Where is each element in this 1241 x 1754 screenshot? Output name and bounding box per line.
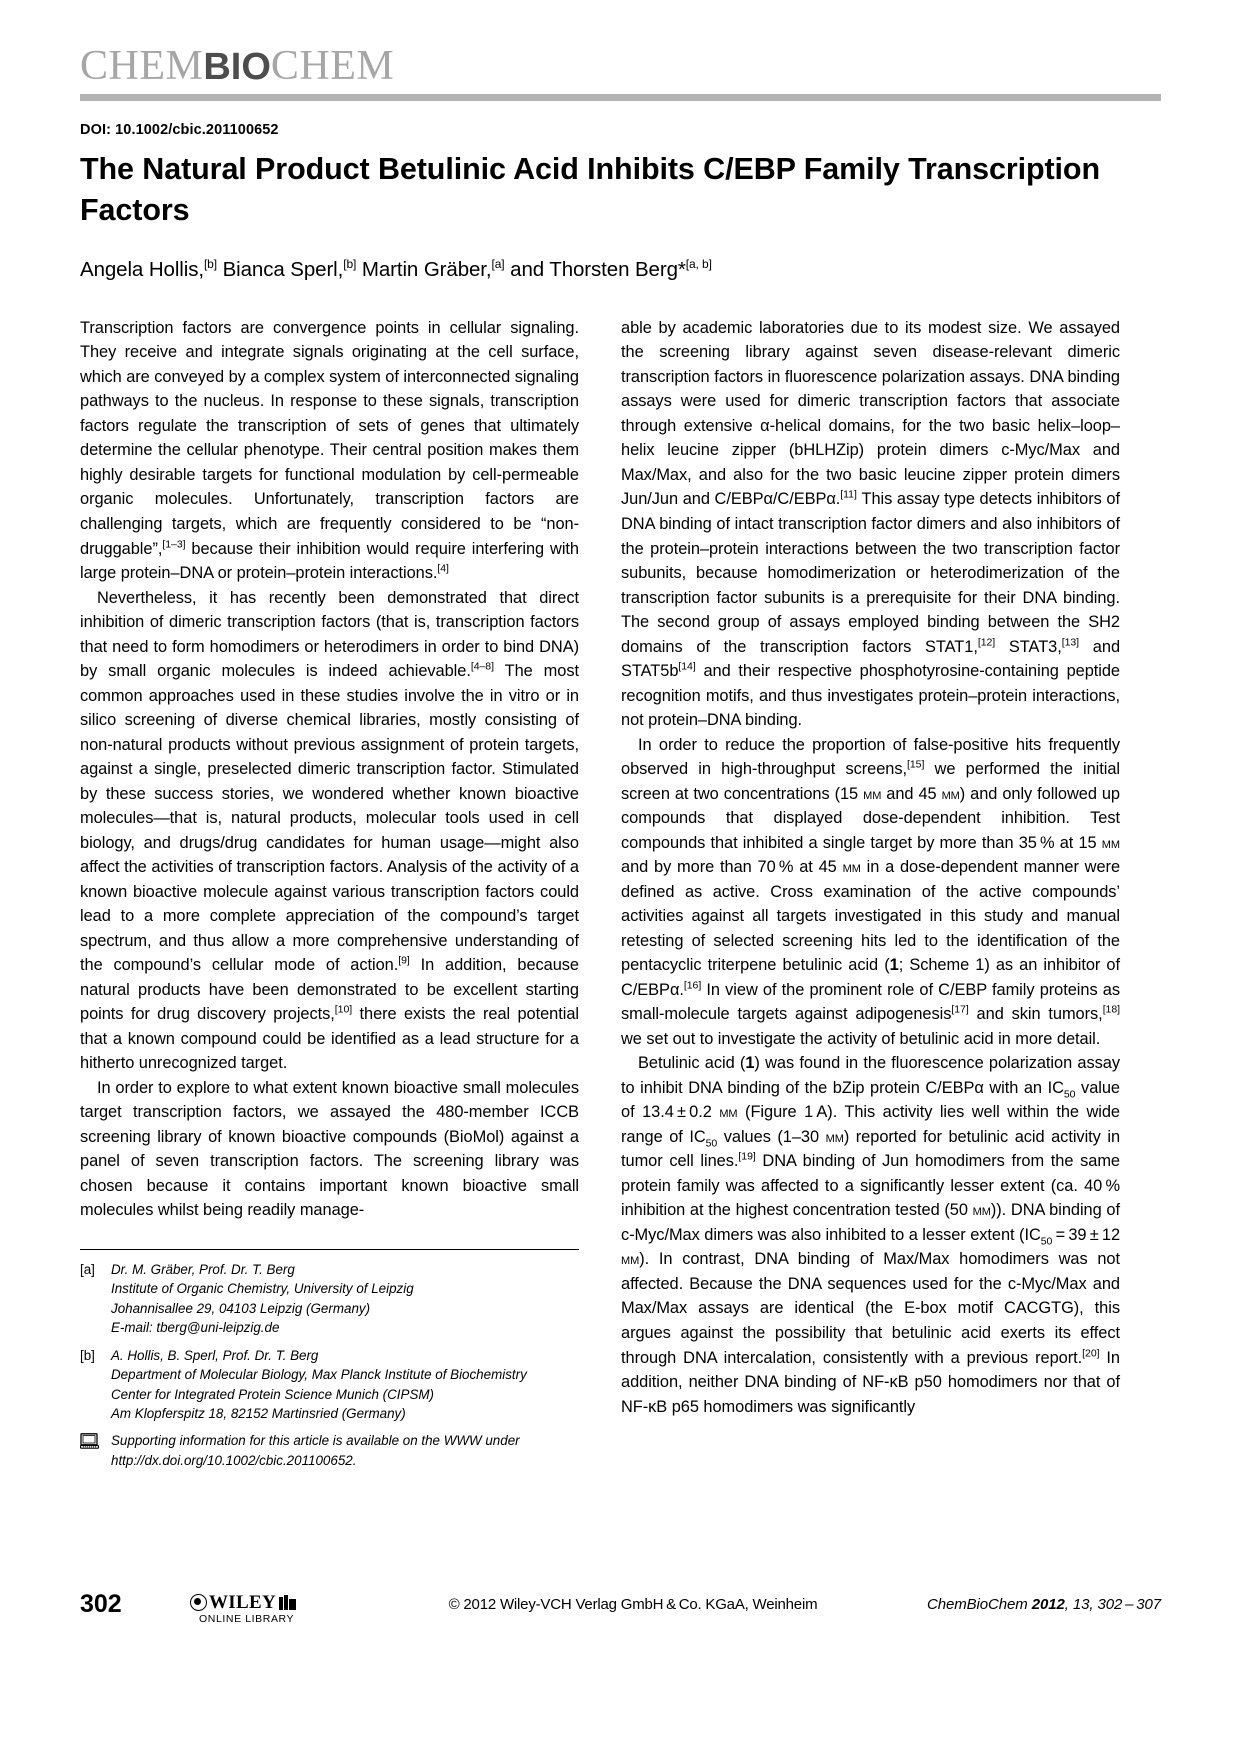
footnote-line: Johannisallee 29, 04103 Leipzig (Germany) <box>111 1300 371 1316</box>
page-title: The Natural Product Betulinic Acid Inhibits C/EBP Family Transcription Factors <box>80 152 1100 227</box>
wiley-sublabel: ONLINE LIBRARY <box>199 1613 295 1625</box>
copyright-line: © 2012 Wiley-VCH Verlag GmbH & Co. KGaA, Weinheim <box>448 1596 818 1613</box>
page-footer <box>80 1592 1161 1625</box>
footnote-line: A. Hollis, B. Sperl, Prof. Dr. T. Berg <box>111 1347 319 1363</box>
footnote-b <box>80 1346 579 1424</box>
journal-masthead <box>80 0 1161 101</box>
author-list: Angela Hollis,[b] Bianca Sperl,[b] Martin Gräber,[a] and Thorsten Berg*[a, b] <box>80 257 712 282</box>
footnote-tag: [b] <box>80 1347 95 1363</box>
footnote-line: Institute of Organic Chemistry, University of Leipzig <box>111 1281 414 1297</box>
wiley-name: WILEY <box>209 1592 276 1613</box>
supporting-information-note <box>80 1431 579 1470</box>
page-number: 302 <box>80 1590 122 1618</box>
masthead-divider <box>80 94 1161 101</box>
paragraph: Betulinic acid (1) was found in the fluorescence polarization assay to inhibit DNA binding of the bZip protein C/EBPα with an $IC_{50}$ value of 13.4 ± 0.2 μm (Figure 1 A). This activity lies well within the wide range of $IC_{50}$ values (1–30 μm) reported for betulinic acid activity in tumor cell lines.[19] DNA binding of Jun homodimers from the same protein family was affected to a significantly lesser extent (ca. 40 % inhibition at the highest concentration tested (50 μm)). DNA binding of c-Myc/Max dimers was also inhibited to a lesser extent ($IC_{50} = 39 \pm 12$ μm). In contrast, DNA binding of Max/Max homodimers was not affected. Because the DNA sequences used for the c-Myc/Max and Max/Max assays are identical (the E-box motif CACGTG), this argues against the possibility that betulinic acid exerts its effect through DNA intercalation, consistently with a previous report.[20] In addition, neither DNA binding of NF-κB p50 homodimers nor that of NF-κB p65 homodimers was significantly <box>621 1054 1121 1416</box>
footnote-tag: [a] <box>80 1261 95 1277</box>
paragraph: Nevertheless, it has recently been demonstrated that direct inhibition of dimeric transcription factors (that is, transcription factors that need to form homodimers or heterodimers in order to bind DNA) by small organic molecules is indeed achievable.[4–8] The most common approaches used in these studies involve the in vitro or in silico screening of diverse chemical libraries, mostly consisting of non-natural products without previous assignment of protein targets, against a single, preselected dimeric transcription factor. Stimulated by these success stories, we wondered whether known bioactive molecules—that is, natural products, molecular tools used in cell biology, and drugs/drug candidates for human usage—might also affect the activities of transcription factors. Analysis of the activity of a known bioactive molecule against various transcription factors could lead to a more complete appreciation of the compound’s target spectrum, and thus allow a more comprehensive understanding of the compound’s cellular mode of action.[9] In addition, because natural products have been demonstrated to be excellent starting points for drug discovery projects,[10] there exists the real potential that a known compound could be identified as a lead structure for a hitherto unrecognized target. <box>80 588 579 1073</box>
wiley-emblem-icon <box>190 1594 207 1611</box>
books-icon <box>279 1595 296 1610</box>
footnote-line: Dr. M. Gräber, Prof. Dr. T. Berg <box>111 1261 295 1277</box>
footnote-line: Center for Integrated Protein Science Munich (CIPSM) <box>111 1386 435 1402</box>
footnote-body <box>111 1346 579 1424</box>
footnote-a <box>80 1260 579 1338</box>
wiley-wordmark <box>190 1593 375 1612</box>
affiliation-footnotes <box>80 1249 579 1470</box>
supporting-information-body <box>111 1431 579 1470</box>
logo-chem-2: CHEM <box>270 43 395 89</box>
paragraph: In order to reduce the proportion of false-positive hits frequently observed in high-throughput screens,[15] we performed the initial screen at two concentrations (15 μm and 45 μm) and only followed up compounds that displayed dose-dependent inhibition. Test compounds that inhibited a single target by more than 35 % at 15 μm and by more than 70 % at 45 μm in a dose-dependent manner were defined as active. Cross examination of the active compounds’ activities against all targets investigated in this study and manual retesting of selected screening hits led to the identification of the pentacyclic triterpene betulinic acid (1; Scheme 1) as an inhibitor of C/EBPα.[16] In view of the prominent role of C/EBP family proteins as small-molecule targets against adipogenesis[17] and skin tumors,[18] we set out to investigate the activity of betulinic acid in more detail. <box>621 735 1121 1048</box>
wiley-online-library-logo <box>190 1592 375 1625</box>
article-columns <box>80 316 1161 1478</box>
logo-bio: BIO <box>203 46 271 88</box>
journal-logo <box>80 44 1161 88</box>
footnote-divider <box>80 1249 579 1250</box>
supporting-info-text: Supporting information for this article is available on the WWW under <box>111 1433 520 1449</box>
left-column <box>80 316 579 1478</box>
footnote-line: Department of Molecular Biology, Max Planck Institute of Biochemistry <box>111 1367 527 1383</box>
paragraph: able by academic laboratories due to its modest size. We assayed the screening library against seven disease-relevant dimeric transcription factors in fluorescence polarization assays. DNA binding assays were used for dimeric transcription factors that associate through extensive α-helical domains, for the two basic helix–loop–helix leucine zipper (bHLHZip) protein dimers c-Myc/Max and Max/Max, and also for the two basic leucine zipper protein dimers Jun/Jun and C/EBPα/C/EBPα.[11] This assay type detects inhibitors of DNA binding of intact transcription factor dimers and also inhibitors of the protein–protein interactions between the two transcription factor subunits, because homodimerization or heterodimerization of the transcription factor subunits is a prerequisite for their DNA binding. The second group of assays employed binding between the SH2 domains of the transcription factors STAT1,[12] STAT3,[13] and STAT5b[14] and their respective phosphotyrosine-containing peptide recognition motifs, and thus investigates protein–protein interactions, not protein–DNA binding. <box>621 318 1121 730</box>
doi-line: DOI: 10.1002/cbic.201100652 <box>80 122 279 139</box>
footnote-line: Am Klopferspitz 18, 82152 Martinsried (Germany) <box>111 1406 406 1421</box>
supporting-info-link[interactable]: http://dx.doi.org/10.1002/cbic.201100652. <box>111 1452 357 1468</box>
footnote-email[interactable]: E-mail: tberg@uni-leipzig.de <box>111 1320 280 1336</box>
journal-citation: ChemBioChem 2012, 13, 302 – 307 <box>927 1596 1161 1613</box>
footnote-body <box>111 1260 579 1338</box>
paragraph: In order to explore to what extent known bioactive small molecules target transcription factors, we assayed the 480-member ICCB screening library of known bioactive compounds (BioMol) against a panel of seven transcription factors. The screening library was chosen because it contains important known bioactive small molecules whilst being readily manage- <box>80 1078 579 1220</box>
right-column <box>621 316 1120 1478</box>
paragraph: Transcription factors are convergence points in cellular signaling. They receive and integrate signals originating at the cell surface, which are conveyed by a complex system of interconnected signaling pathways to the nucleus. In response to these signals, transcription factors regulate the transcription of sets of genes that ultimately determine the cellular phenotype. Their central position makes them highly desirable targets for functional modulation by cell-permeable organic molecules. Unfortunately, transcription factors are challenging targets, which are frequently considered to be “non-druggable”,[1–3] because their inhibition would require interfering with large protein–DNA or protein–protein interactions.[4] <box>80 318 579 583</box>
logo-chem-1: CHEM <box>80 43 204 89</box>
monitor-icon <box>80 1431 111 1470</box>
